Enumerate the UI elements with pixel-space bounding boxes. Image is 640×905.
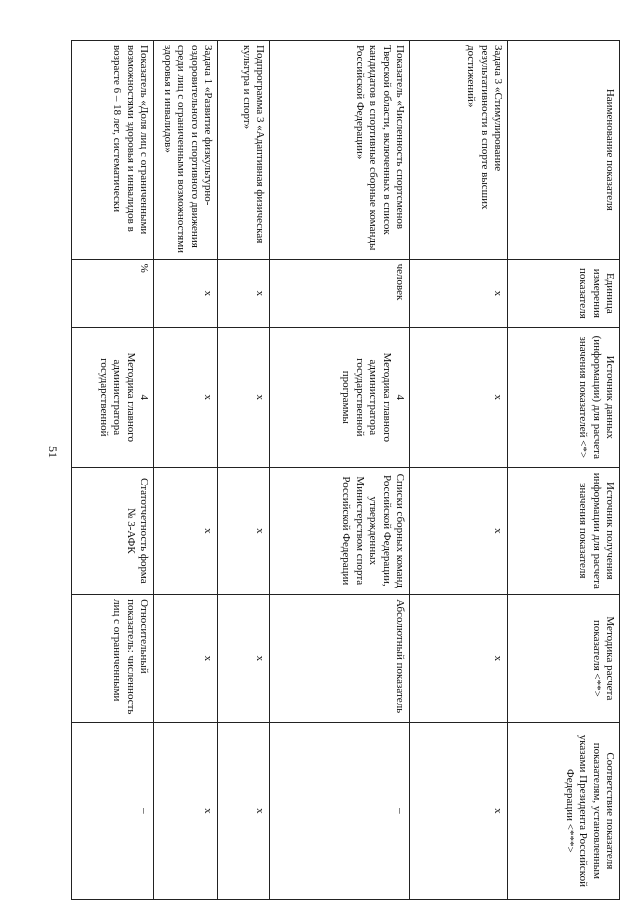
header-compliance: Соответствие показателя показателям, установленным указами Президента Российской Федерации <***> [508, 722, 620, 899]
row-compliance: – [270, 722, 410, 899]
indicators-table [71, 40, 620, 900]
row-unit: х [154, 259, 218, 328]
row-compliance: х [218, 722, 270, 899]
row-info-source: Статотчетность форма № 3-АФК [72, 467, 154, 595]
row-info-source: Списки сборных команд Российской Федерации, утвержденных Министерством спорта Российской Федерации [270, 467, 410, 595]
table-row [410, 41, 508, 900]
table-row [270, 41, 410, 900]
row-info-source: х [218, 467, 270, 595]
rotated-table-container [97, 40, 620, 900]
row-indicator-name: Задача 3 «Стимулирование результативности в спорте высших достижений» [410, 41, 508, 260]
row-data-source: 4 Методика главного администратора государственной программы [270, 328, 410, 467]
row-indicator-name: Подпрограмма 3 «Адаптивная физическая культура и спорт» [218, 41, 270, 260]
row-calc-method: Относительный показатель: численность лиц с ограниченными [72, 595, 154, 723]
row-compliance: – [72, 722, 154, 899]
page-number: 51 [46, 446, 60, 458]
row-indicator-name: Показатель «Численность спортсменов Тверской области, включенных в список кандидатов в спортивные сборные команды Российской Федерации» [270, 41, 410, 260]
row-calc-method: х [410, 595, 508, 723]
row-compliance: х [154, 722, 218, 899]
row-calc-method: Абсолютный показатель [270, 595, 410, 723]
table-row [154, 41, 218, 900]
row-calc-method: х [154, 595, 218, 723]
table-row [72, 41, 154, 900]
row-indicator-name: Показатель «Доля лиц с ограниченными возможностями здоровья и инвалидов в возрасте 6 – 18 лет, систематически [72, 41, 154, 260]
row-data-source: х [410, 328, 508, 467]
row-calc-method: х [218, 595, 270, 723]
table-header-row [508, 41, 620, 900]
row-data-source: 4 Методика главного администратора государственной [72, 328, 154, 467]
row-compliance: х [410, 722, 508, 899]
row-info-source: х [410, 467, 508, 595]
header-indicator-name: Наименование показателя [508, 41, 620, 260]
row-data-source: х [218, 328, 270, 467]
row-indicator-name: Задача 1 «Развитие физкультурно-оздоровительного и спортивного движения среди лиц с ограниченными возможностями здоровья и инвалидов» [154, 41, 218, 260]
row-unit: х [410, 259, 508, 328]
header-unit: Единица измерения показателя [508, 259, 620, 328]
row-unit: х [218, 259, 270, 328]
table-row [218, 41, 270, 900]
row-unit: % [72, 259, 154, 328]
header-data-source: Источник данных (информации) для расчета значения показателей <*> [508, 328, 620, 467]
row-unit: человек [270, 259, 410, 328]
header-info-source: Источник получения информации для расчета значения показателя [508, 467, 620, 595]
row-info-source: х [154, 467, 218, 595]
row-data-source: х [154, 328, 218, 467]
header-calc-method: Методика расчета показателя <**> [508, 595, 620, 723]
